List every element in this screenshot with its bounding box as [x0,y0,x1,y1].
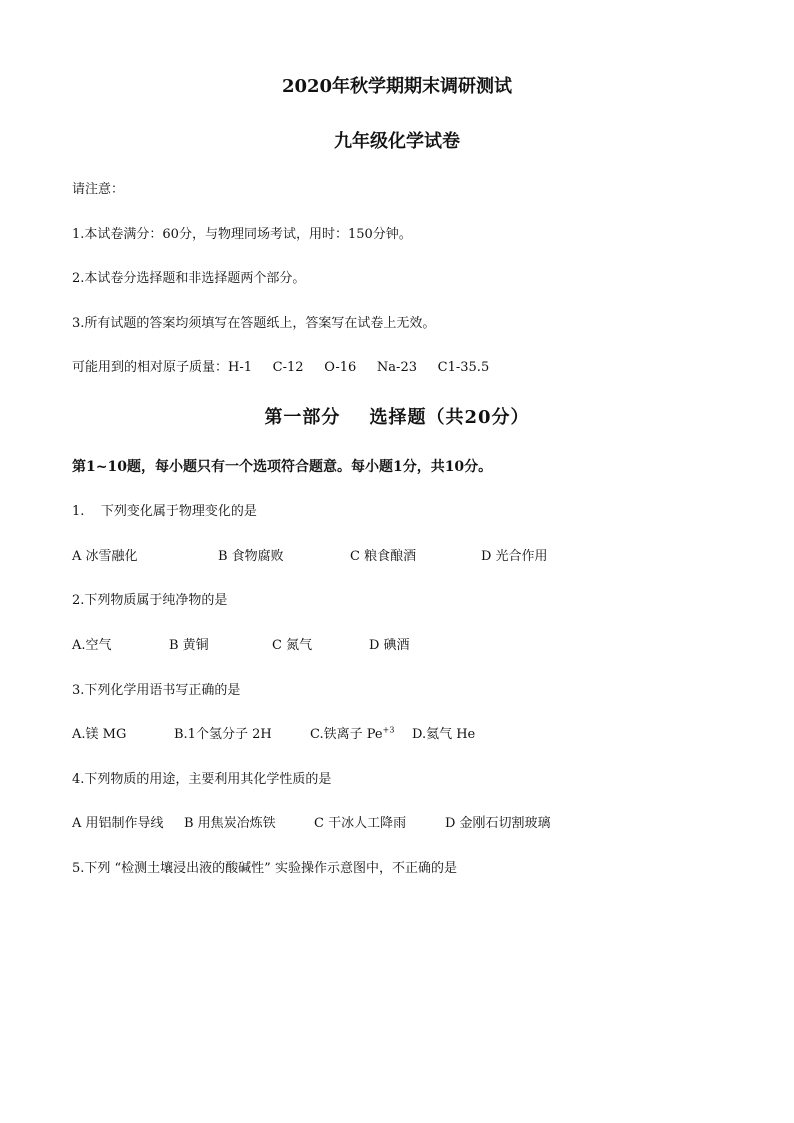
question-1-option-d: D 光合作用 [481,549,548,564]
notice-item-3: 3.所有试题的答案均须填写在答题纸上，答案写在试卷上无效。 [72,316,436,331]
question-3-stem: 3.下列化学用语书写正确的是 [72,683,241,698]
question-1-option-c: C 粮食酿酒 [350,549,417,564]
section-instruction: 第1~10题，每小题只有一个选项符合题意。每小题1分，共10分。 [72,459,493,475]
question-2-option-d: D 碘酒 [369,638,410,653]
question-5-stem: 5.下列 “检测土壤浸出液的酸碱性” 实验操作示意图中，不正确的是 [72,861,457,876]
question-3-option-b: B.1个氢分子 2H [174,727,272,742]
question-4-option-a: A 用铝制作导线 [72,816,164,831]
question-1-stem: 1. 下列变化属于物理变化的是 [72,504,257,519]
question-3-option-d: D.氦气 He [412,727,476,742]
question-2-option-b: B 黄铜 [169,638,209,653]
charge-superscript: +3 [382,725,395,735]
question-4-option-d: D 金刚石切割玻璃 [445,816,551,831]
question-3-option-c-text: C.铁离子 Pe [310,727,383,742]
question-2-option-c: C 氮气 [272,638,313,653]
notice-item-2: 2.本试卷分选择题和非选择题两个部分。 [72,271,306,286]
question-1-option-b: B 食物腐败 [218,549,284,564]
atomic-mass-line: 可能用到的相对原子质量：H-1 C-12 O-16 Na-23 C1-35.5 [72,360,490,375]
notice-item-1: 1.本试卷满分：60分，与物理同场考试，用时：150分钟。 [72,227,412,242]
question-1-option-a: A 冰雪融化 [72,549,138,564]
notice-heading: 请注意： [72,182,125,197]
question-2-option-a: A.空气 [72,638,112,653]
question-3-option-a: A.镁 MG [72,727,127,742]
section-title: 第一部分 选择题（共20分） [264,407,530,428]
exam-title: 2020年秋学期期末调研测试 [281,76,513,97]
question-4-option-c: C 干冰人工降雨 [314,816,407,831]
question-4-stem: 4.下列物质的用途，主要利用其化学性质的是 [72,772,332,787]
question-2-stem: 2.下列物质属于纯净物的是 [72,593,228,608]
exam-subtitle: 九年级化学试卷 [334,131,460,152]
question-4-option-b: B 用焦炭冶炼铁 [184,816,276,831]
question-3-option-c [310,723,394,742]
